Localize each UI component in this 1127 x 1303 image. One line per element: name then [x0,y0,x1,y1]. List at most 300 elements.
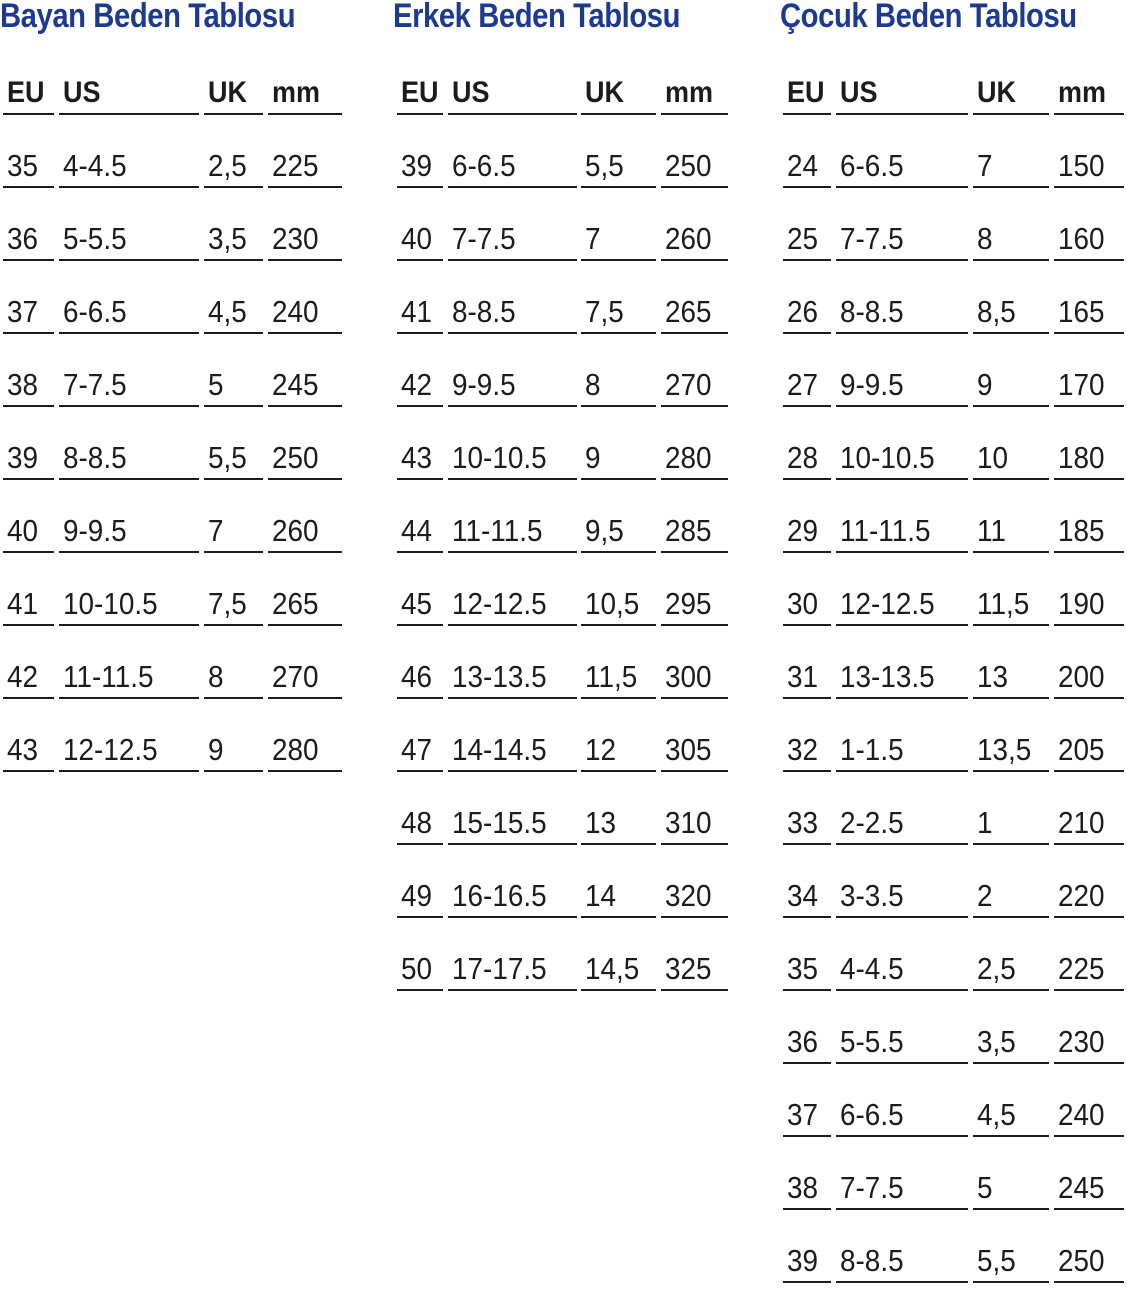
cell-us [448,792,577,845]
header-uk [581,62,656,115]
cell-us-value: 6-6.5 [452,148,516,183]
cell-uk [581,135,656,188]
women-size-table-title: Bayan Beden Tablosu [0,0,296,35]
cell-mm-value: 265 [665,294,712,329]
kids-size-table-title: Çocuk Beden Tablosu [780,0,1077,35]
cell-eu-value: 35 [787,951,819,986]
cell-us-value: 8-8.5 [840,294,904,329]
cell-eu-value: 31 [787,659,819,694]
cell-uk [973,865,1049,918]
cell-eu [783,646,831,699]
cell-mm [268,646,342,699]
cell-mm [1054,1157,1124,1210]
cell-eu [783,500,831,553]
cell-mm-value: 190 [1058,586,1105,621]
cell-uk [973,938,1049,991]
cell-us [59,354,199,407]
cell-mm-value: 160 [1058,221,1105,256]
cell-mm-value: 210 [1058,805,1105,840]
cell-eu-value: 38 [787,1170,819,1205]
cell-us [836,719,968,772]
cell-us-value: 7-7.5 [840,221,904,256]
cell-eu-value: 39 [7,440,39,475]
cell-mm [661,135,728,188]
cell-uk [204,281,263,334]
cell-us-value: 10-10.5 [452,440,547,475]
cell-us-value: 7-7.5 [63,367,127,402]
cell-us [448,500,577,553]
cell-us [836,792,968,845]
cell-eu-value: 35 [7,148,39,183]
cell-us [836,427,968,480]
cell-eu-value: 47 [401,732,433,767]
header-eu [3,62,54,115]
cell-mm [268,281,342,334]
cell-eu-value: 44 [401,513,433,548]
cell-mm-value: 225 [272,148,319,183]
cell-mm [661,865,728,918]
cell-uk-value: 3,5 [977,1024,1016,1059]
cell-eu [3,281,54,334]
header-uk-label: UK [585,76,625,109]
cell-eu [783,573,831,626]
men-size-table-title: Erkek Beden Tablosu [393,0,681,35]
cell-uk-value: 5,5 [977,1243,1016,1278]
cell-uk-value: 7 [977,148,993,183]
cell-mm [1054,1230,1124,1283]
cell-eu-value: 37 [787,1097,819,1132]
cell-eu-value: 29 [787,513,819,548]
cell-mm-value: 240 [1058,1097,1105,1132]
cell-us [59,646,199,699]
cell-uk [973,208,1049,261]
cell-eu-value: 49 [401,878,433,913]
cell-uk-value: 7,5 [208,586,247,621]
cell-us [59,427,199,480]
cell-mm [661,719,728,772]
cell-uk-value: 8 [585,367,601,402]
cell-eu-value: 36 [787,1024,819,1059]
cell-us-value: 6-6.5 [840,1097,904,1132]
cell-uk-value: 8,5 [977,294,1016,329]
cell-eu-value: 40 [7,513,39,548]
cell-mm [661,208,728,261]
cell-eu [783,1011,831,1064]
cell-uk [204,500,263,553]
cell-uk [973,719,1049,772]
cell-eu [783,281,831,334]
cell-uk-value: 10 [977,440,1009,475]
cell-uk-value: 5,5 [585,148,624,183]
cell-us [836,281,968,334]
cell-eu-value: 39 [787,1243,819,1278]
cell-eu [397,719,443,772]
cell-uk-value: 8 [208,659,224,694]
header-mm [661,62,728,115]
cell-eu [397,865,443,918]
cell-uk [973,354,1049,407]
cell-eu [3,427,54,480]
cell-mm-value: 165 [1058,294,1105,329]
cell-mm [661,646,728,699]
cell-mm-value: 180 [1058,440,1105,475]
cell-uk [973,646,1049,699]
cell-eu-value: 42 [401,367,433,402]
cell-uk-value: 7,5 [585,294,624,329]
cell-mm-value: 150 [1058,148,1105,183]
cell-mm-value: 260 [272,513,319,548]
cell-eu-value: 25 [787,221,819,256]
cell-mm-value: 200 [1058,659,1105,694]
cell-mm [661,427,728,480]
cell-mm [661,792,728,845]
cell-mm-value: 285 [665,513,712,548]
cell-us-value: 11-11.5 [452,513,543,548]
cell-eu [397,354,443,407]
cell-uk-value: 5 [977,1170,993,1205]
cell-mm [1054,354,1124,407]
cell-mm-value: 245 [272,367,319,402]
cell-uk-value: 2 [977,878,993,913]
cell-eu-value: 39 [401,148,433,183]
cell-us [836,1084,968,1137]
cell-eu [397,938,443,991]
cell-mm [1054,500,1124,553]
cell-eu [783,719,831,772]
cell-eu [397,281,443,334]
cell-us-value: 3-3.5 [840,878,904,913]
header-us-label: US [840,76,878,109]
header-mm-label: mm [272,76,321,109]
cell-us-value: 12-12.5 [63,732,158,767]
cell-us-value: 12-12.5 [840,586,935,621]
cell-mm-value: 300 [665,659,712,694]
cell-uk [581,427,656,480]
cell-mm [268,135,342,188]
cell-mm-value: 320 [665,878,712,913]
cell-uk [204,646,263,699]
cell-eu [783,938,831,991]
cell-us-value: 10-10.5 [840,440,935,475]
cell-mm-value: 250 [1058,1243,1105,1278]
cell-us [448,354,577,407]
cell-eu-value: 24 [787,148,819,183]
cell-mm-value: 325 [665,951,712,986]
cell-eu-value: 26 [787,294,819,329]
cell-eu-value: 41 [7,586,39,621]
cell-uk [581,938,656,991]
cell-us-value: 5-5.5 [840,1024,904,1059]
cell-us-value: 16-16.5 [452,878,547,913]
cell-mm [268,719,342,772]
cell-mm-value: 270 [272,659,319,694]
cell-uk-value: 4,5 [977,1097,1016,1132]
cell-us-value: 9-9.5 [63,513,127,548]
cell-uk [204,354,263,407]
cell-eu [783,1230,831,1283]
cell-us-value: 12-12.5 [452,586,547,621]
cell-us [59,281,199,334]
cell-uk [973,1230,1049,1283]
cell-us [448,865,577,918]
cell-us [836,938,968,991]
cell-uk-value: 9 [977,367,993,402]
cell-eu-value: 32 [787,732,819,767]
cell-eu-value: 27 [787,367,819,402]
cell-uk-value: 13,5 [977,732,1032,767]
cell-eu-value: 37 [7,294,39,329]
cell-mm-value: 170 [1058,367,1105,402]
cell-us-value: 4-4.5 [63,148,127,183]
cell-uk-value: 7 [208,513,224,548]
cell-uk-value: 2,5 [208,148,247,183]
cell-uk [973,1084,1049,1137]
cell-eu [397,792,443,845]
cell-uk [581,573,656,626]
cell-mm [1054,281,1124,334]
cell-uk-value: 14,5 [585,951,640,986]
cell-eu-value: 34 [787,878,819,913]
cell-us [836,1230,968,1283]
cell-mm-value: 280 [665,440,712,475]
cell-uk-value: 5,5 [208,440,247,475]
cell-us [448,938,577,991]
cell-mm [1054,646,1124,699]
cell-eu [783,208,831,261]
cell-uk [581,500,656,553]
cell-us-value: 6-6.5 [63,294,127,329]
cell-us [59,573,199,626]
cell-us [448,281,577,334]
cell-eu [3,719,54,772]
cell-uk-value: 11,5 [977,586,1030,621]
cell-eu [397,500,443,553]
cell-eu [783,135,831,188]
cell-mm [1054,719,1124,772]
cell-uk [973,792,1049,845]
cell-mm [1054,573,1124,626]
cell-mm-value: 205 [1058,732,1105,767]
cell-eu-value: 43 [401,440,433,475]
cell-mm [1054,792,1124,845]
cell-eu [397,208,443,261]
cell-eu [783,354,831,407]
cell-us [59,208,199,261]
cell-us [836,646,968,699]
cell-mm-value: 270 [665,367,712,402]
cell-eu [783,792,831,845]
cell-eu [783,1157,831,1210]
cell-eu-value: 28 [787,440,819,475]
cell-us-value: 1-1.5 [840,732,904,767]
cell-eu [3,208,54,261]
cell-mm [661,500,728,553]
cell-eu [3,354,54,407]
cell-uk [581,719,656,772]
cell-uk-value: 5 [208,367,224,402]
cell-us-value: 7-7.5 [840,1170,904,1205]
cell-eu-value: 50 [401,951,433,986]
cell-us-value: 8-8.5 [840,1243,904,1278]
cell-eu [397,646,443,699]
cell-us-value: 2-2.5 [840,805,904,840]
cell-mm-value: 305 [665,732,712,767]
cell-uk-value: 9 [208,732,224,767]
cell-uk [581,865,656,918]
cell-us [448,719,577,772]
header-us [448,62,577,115]
cell-uk-value: 13 [585,805,617,840]
header-eu-label: EU [7,76,45,109]
cell-us [836,354,968,407]
cell-us-value: 11-11.5 [63,659,154,694]
header-uk-label: UK [208,76,248,109]
cell-us-value: 13-13.5 [840,659,935,694]
cell-eu [783,865,831,918]
header-mm [268,62,342,115]
cell-us [448,427,577,480]
cell-uk-value: 1 [977,805,993,840]
cell-uk-value: 11,5 [585,659,638,694]
cell-mm-value: 280 [272,732,319,767]
cell-uk-value: 2,5 [977,951,1016,986]
header-eu [397,62,443,115]
cell-eu-value: 38 [7,367,39,402]
cell-mm [268,354,342,407]
cell-mm [268,573,342,626]
cell-mm-value: 230 [1058,1024,1105,1059]
cell-eu [397,427,443,480]
cell-us [59,719,199,772]
cell-mm [1054,938,1124,991]
cell-uk-value: 9,5 [585,513,624,548]
cell-uk [204,208,263,261]
cell-eu-value: 30 [787,586,819,621]
cell-uk-value: 13 [977,659,1009,694]
header-us-label: US [452,76,490,109]
cell-eu-value: 48 [401,805,433,840]
cell-eu-value: 41 [401,294,433,329]
cell-us-value: 7-7.5 [452,221,516,256]
cell-eu-value: 40 [401,221,433,256]
cell-us-value: 6-6.5 [840,148,904,183]
cell-us-value: 13-13.5 [452,659,547,694]
cell-us-value: 14-14.5 [452,732,547,767]
cell-mm [661,281,728,334]
cell-uk-value: 8 [977,221,993,256]
cell-eu [3,646,54,699]
cell-mm [661,354,728,407]
header-mm-label: mm [665,76,714,109]
cell-uk-value: 10,5 [585,586,640,621]
cell-mm [1054,1011,1124,1064]
cell-us-value: 11-11.5 [840,513,931,548]
cell-us-value: 15-15.5 [452,805,547,840]
cell-mm-value: 245 [1058,1170,1105,1205]
cell-mm-value: 225 [1058,951,1105,986]
cell-uk [581,281,656,334]
cell-uk [204,427,263,480]
cell-us [836,865,968,918]
cell-uk [204,135,263,188]
cell-uk [581,646,656,699]
cell-uk [973,281,1049,334]
cell-mm-value: 250 [272,440,319,475]
cell-eu [3,135,54,188]
cell-uk-value: 4,5 [208,294,247,329]
cell-us [448,646,577,699]
cell-mm-value: 220 [1058,878,1105,913]
cell-eu-value: 42 [7,659,39,694]
cell-eu [783,427,831,480]
cell-eu [3,573,54,626]
header-uk [204,62,263,115]
cell-uk [973,427,1049,480]
cell-mm-value: 230 [272,221,319,256]
cell-mm-value: 310 [665,805,712,840]
cell-uk [973,135,1049,188]
header-us-label: US [63,76,101,109]
cell-us [836,208,968,261]
cell-mm [661,938,728,991]
cell-mm [1054,865,1124,918]
cell-us [448,208,577,261]
cell-mm-value: 295 [665,586,712,621]
cell-eu-value: 36 [7,221,39,256]
cell-eu-value: 46 [401,659,433,694]
cell-eu-value: 45 [401,586,433,621]
cell-eu-value: 33 [787,805,819,840]
cell-eu [397,573,443,626]
cell-us-value: 10-10.5 [63,586,158,621]
cell-eu-value: 43 [7,732,39,767]
cell-us-value: 9-9.5 [452,367,516,402]
header-uk [973,62,1049,115]
header-eu-label: EU [787,76,825,109]
header-us [836,62,968,115]
cell-mm-value: 250 [665,148,712,183]
cell-uk [581,208,656,261]
cell-mm [1054,135,1124,188]
cell-uk [204,719,263,772]
cell-uk-value: 9 [585,440,601,475]
cell-uk [973,1157,1049,1210]
cell-us [836,135,968,188]
cell-eu [3,500,54,553]
cell-mm [1054,208,1124,261]
cell-uk-value: 12 [585,732,617,767]
cell-uk [973,573,1049,626]
header-uk-label: UK [977,76,1017,109]
cell-mm [1054,427,1124,480]
cell-us [836,500,968,553]
cell-us-value: 8-8.5 [452,294,516,329]
header-eu [783,62,831,115]
cell-uk [581,354,656,407]
cell-uk-value: 11 [977,513,1006,548]
cell-mm [268,427,342,480]
cell-mm [1054,1084,1124,1137]
cell-mm-value: 265 [272,586,319,621]
cell-us [448,573,577,626]
cell-uk [973,1011,1049,1064]
cell-uk-value: 3,5 [208,221,247,256]
header-us [59,62,199,115]
cell-us-value: 17-17.5 [452,951,547,986]
cell-us [448,135,577,188]
cell-uk-value: 14 [585,878,617,913]
cell-mm [268,208,342,261]
